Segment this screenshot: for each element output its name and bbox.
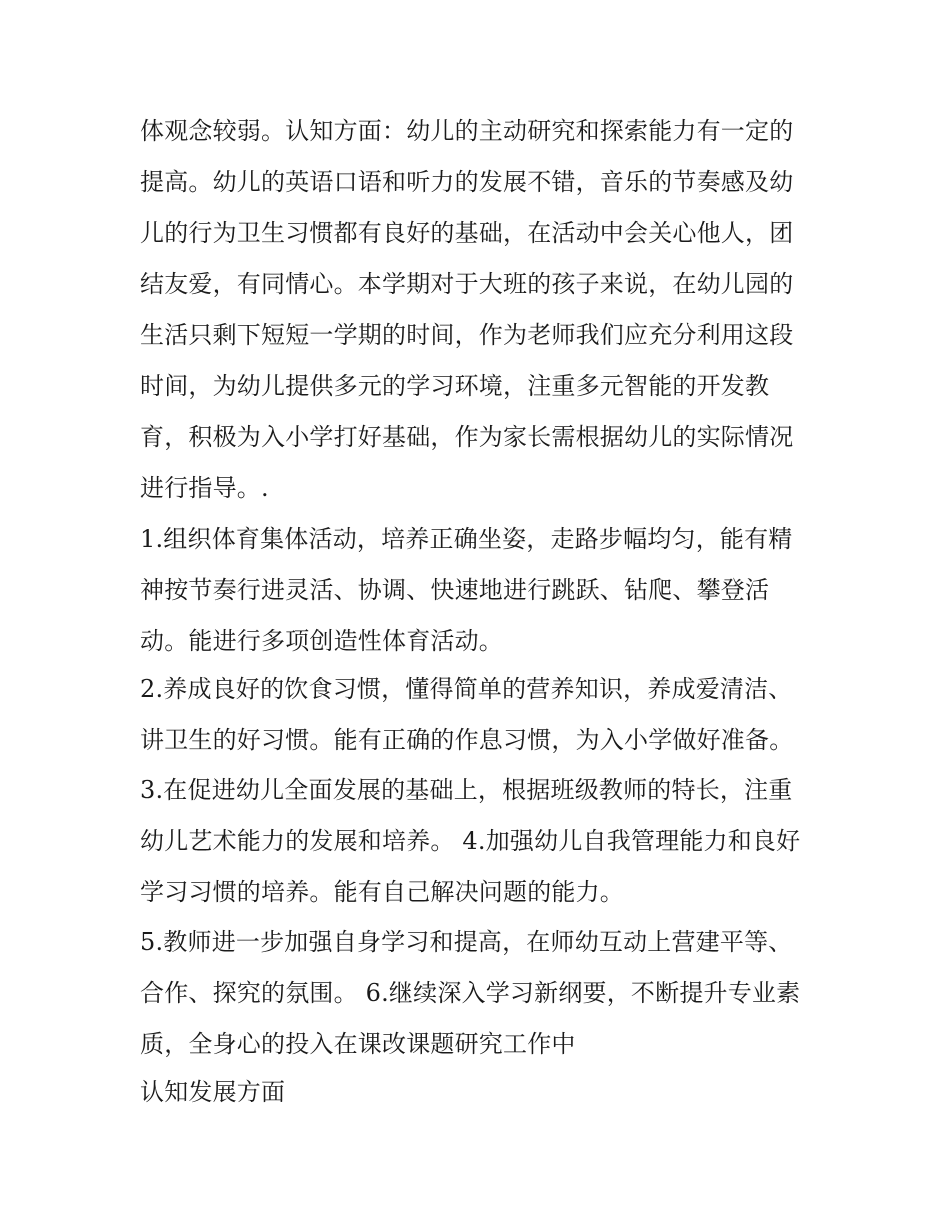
paragraph-item-1: 1.组织体育集体活动，培养正确坐姿，走路步幅均匀，能有精 神按节奏行进灵活、协调、快速地进行跳跃、钻爬、攀登活 动。能进行多项创造性体育活动。: [140, 525, 793, 655]
paragraph-item-5-6: 5.教师进一步加强自身学习和提高，在师幼互动上营建平等、 合作、探究的氛围。 6.继续深入学习新纲要，不断提升专业素 质，全身心的投入在课改课题研究工作中: [140, 928, 801, 1058]
section-heading: 认知发展方面: [140, 1078, 286, 1106]
paragraph-item-3-4: 3.在促进幼儿全面发展的基础上，根据班级教师的特长，注重 幼儿艺术能力的发展和培养。 4.加强幼儿自我管理能力和良好 学习习惯的培养。能有自己解决问题的能力。: [140, 776, 801, 906]
paragraph-intro: 体观念较弱。认知方面：幼儿的主动研究和探索能力有一定的 提高。幼儿的英语口语和听力的发展不错，音乐的节奏感及幼 儿的行为卫生习惯都有良好的基础，在活动中会关心他人，团 结友爱，有同情心。本学期对于大班的孩子来说，在幼儿园的 生活只剩下短短一学期的时间，作为老师我们应充分利用这段 时间，为幼儿提供多元的学习环境，注重多元智能的开发教 育，积极为入小学打好基础，作为家长需根据幼儿的实际情况 进行指导。.: [140, 117, 794, 502]
paragraph-item-2: 2.养成良好的饮食习惯，懂得简单的营养知识，养成爱清洁、 讲卫生的好习惯。能有正确的作息习惯，为入小学做好准备。: [140, 675, 794, 754]
